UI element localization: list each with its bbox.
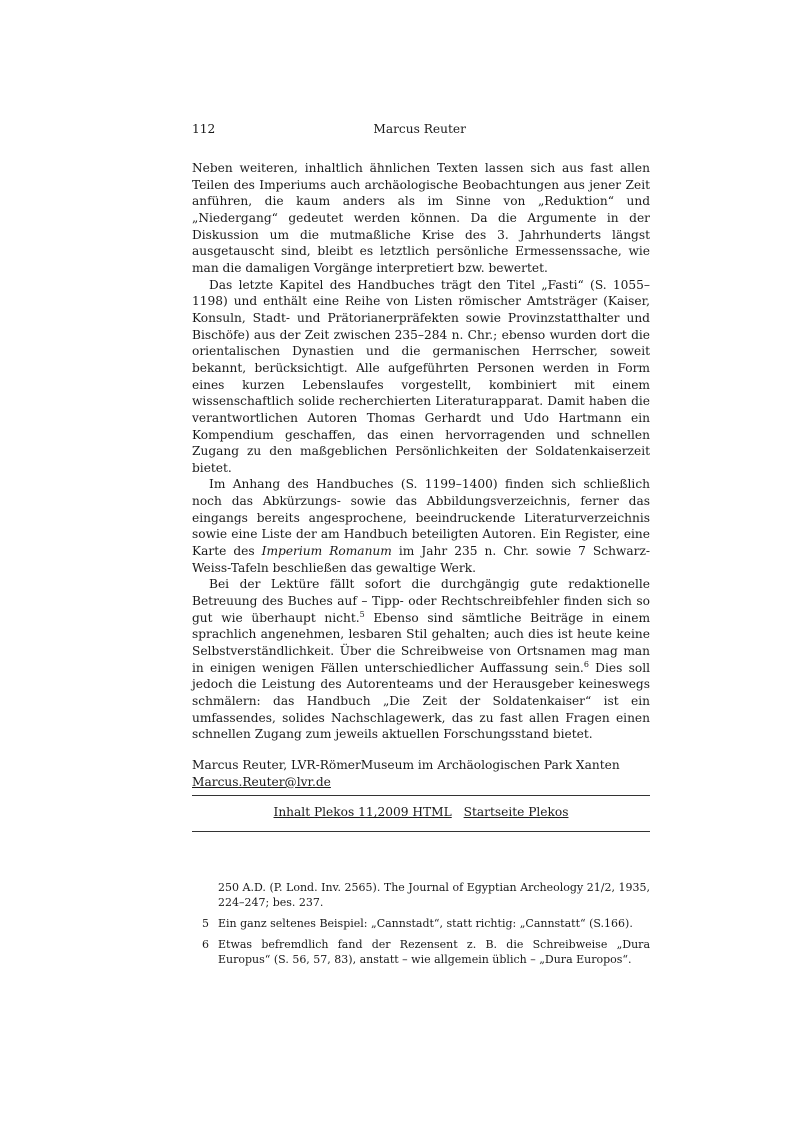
paragraph-3-text-b: im Jahr 235 n. Chr. sowie 7 Schwarz-Weiss-Tafeln beschließen das gewaltige Werk. bbox=[192, 544, 650, 575]
author-affiliation: Marcus Reuter, LVR-RömerMuseum im Archäologischen Park Xanten bbox=[192, 757, 620, 772]
paragraph-4-text-b: Ebenso sind sämtliche Beiträge in einem sprachlich angenehmen, lesbaren Stil gehalten; auch dies ist heute keine Selbstverständlichkeit. Über die Schreibweise von Ortsnamen mag man in einigen wenigen Fällen unterschiedlicher Auffassung sein. bbox=[192, 610, 650, 675]
footnote-ref-5[interactable]: 5 bbox=[359, 609, 365, 619]
paragraph-4 bbox=[192, 576, 650, 743]
footnote-text: Ein ganz seltenes Beispiel: „Cannstadt“, statt richtig: „Cannstatt“ (S.166). bbox=[218, 917, 633, 931]
review-body bbox=[192, 160, 650, 743]
footnote-ref-6[interactable]: 6 bbox=[583, 659, 589, 669]
paragraph-1: Neben weiteren, inhaltlich ähnlichen Texten lassen sich aus fast allen Teilen des Imperiums auch archäologische Beobachtungen aus jener Zeit anführen, die kaum anders als im Sinne von „Reduktion“ und „Niedergang“ gedeutet werden können. Da die Argumente in der Diskussion um die mutmaßliche Krise des 3. Jahrhunderts längst ausgetauscht sind, bleibt es letztlich persönliche Ermessenssache, wie man die damaligen Vorgänge interpretiert bzw. bewertet. bbox=[192, 161, 650, 275]
nav-links bbox=[192, 796, 650, 831]
running-title: Marcus Reuter bbox=[373, 122, 466, 136]
page-number: 112 bbox=[192, 122, 216, 136]
running-header bbox=[192, 120, 650, 138]
paragraph-4-text-a: Bei der Lektüre fällt sofort die durchgängig gute redaktionelle Betreuung des Buches auf – Tipp- oder Rechtschreibfehler finden sich so gut wie überhaupt nicht. bbox=[192, 577, 650, 625]
footnote-number: 6 bbox=[202, 938, 209, 952]
author-email-link[interactable]: Marcus.Reuter@lvr.de bbox=[192, 774, 331, 789]
paragraph-4-text-c: Dies soll jedoch die Leistung des Autorenteams und der Herausgeber keineswegs schmälern: das Handbuch „Die Zeit der Soldatenkaiser“ ist ein umfassendes, solides Nachschlagewerk, das zu fast allen Fragen einen schnellen Zugang zum jeweils aktuellen Forschungsstand bietet. bbox=[192, 660, 650, 742]
footnote-continued: 250 A.D. (P. Lond. Inv. 2565). The Journal of Egyptian Archeology 21/2, 1935, 224–247; bes. 237. bbox=[218, 881, 650, 910]
home-link[interactable]: Startseite Plekos bbox=[463, 805, 569, 820]
contents-link[interactable]: Inhalt Plekos 11,2009 HTML bbox=[273, 805, 452, 820]
footnote-5 bbox=[192, 916, 650, 931]
footnotes bbox=[192, 880, 650, 967]
footnote-6 bbox=[192, 937, 650, 967]
document-page bbox=[192, 120, 650, 973]
author-signature bbox=[192, 757, 650, 790]
paragraph-2: Das letzte Kapitel des Handbuches trägt den Titel „Fasti“ (S. 1055–1198) und enthält eine Reihe von Listen römischer Amtsträger (Kaiser, Konsuln, Stadt- und Prätorianerpräfekten sowie Provinzstatthalter und Bischöfe) aus der Zeit zwischen 235–284 n. Chr.; ebenso wurden dort die orientalischen Dynastien und die germanischen Herrscher, soweit bekannt, berücksichtigt. Alle aufgeführten Personen werden in Form eines kurzen Lebenslaufes vorgestellt, kombiniert mit einem wissenschaftlich solide recherchierten Literaturapparat. Damit haben die verantwortlichen Autoren Thomas Gerhardt und Udo Hartmann ein Kompendium geschaffen, das einen hervorragenden und schnellen Zugang zu den maßgeblichen Persönlichkeiten der Soldatenkaiserzeit bietet. bbox=[192, 277, 650, 475]
paragraph-3-text-a: Im Anhang des Handbuches (S. 1199–1400) finden sich schließlich noch das Abkürzungs- sowie das Abbildungsverzeichnis, ferner das eingangs bereits angesprochene, beeindruckende Literaturverzeichnis sowie eine Liste der am Handbuch beteiligten Autoren. Ein Register, eine Karte des bbox=[192, 477, 650, 559]
footnote-number: 5 bbox=[202, 917, 209, 931]
footnote-text: Etwas befremdlich fand der Rezensent z. B. die Schreibweise „Dura Europus“ (S. 56, 57, 83), anstatt – wie allgemein üblich – „Dura Europos“. bbox=[218, 938, 650, 967]
imperium-romanum-italic: Imperium Romanum bbox=[261, 544, 392, 559]
nav-bottom-rule bbox=[192, 831, 650, 832]
paragraph-3 bbox=[192, 476, 650, 576]
navigation-block bbox=[192, 795, 650, 832]
